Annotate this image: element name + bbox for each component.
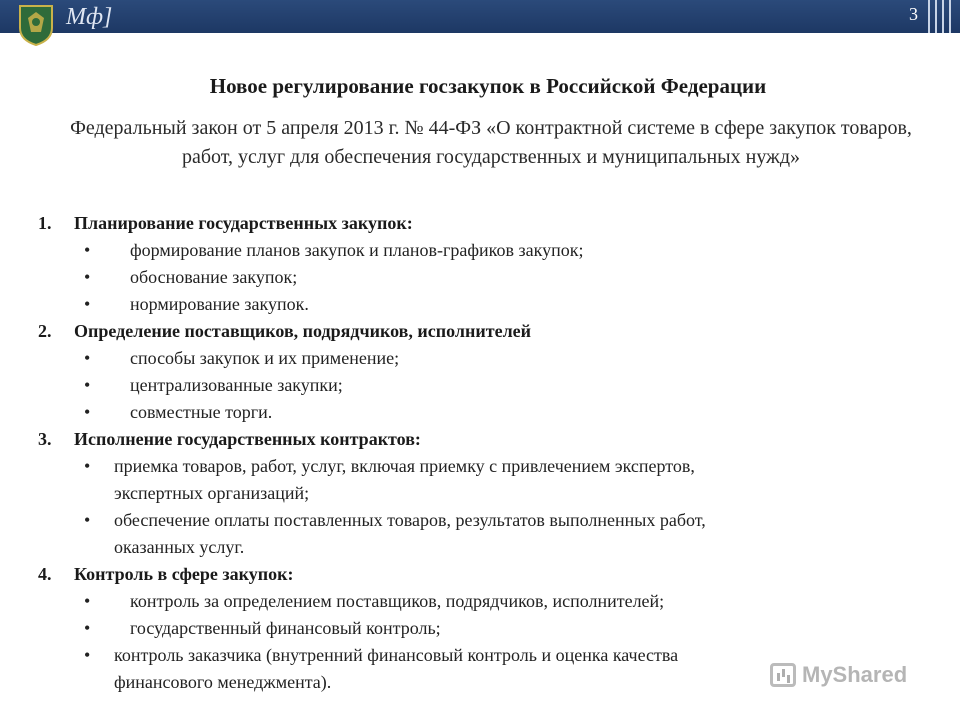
section-number: 4.: [38, 564, 52, 584]
bullet-item: [38, 291, 928, 318]
header-bar: [0, 0, 960, 33]
bullet-text: [130, 372, 928, 399]
section-list: [38, 210, 928, 696]
bullet-line: экспертных организаций;: [114, 483, 310, 503]
bullet-text: [130, 291, 928, 318]
bullet-line: способы закупок и их применение;: [130, 348, 400, 368]
bullet-item: [38, 237, 928, 264]
page-title: Новое регулирование госзакупок в Российской Федерации: [209, 74, 767, 98]
bullet-line: контроль за определением поставщиков, подрядчиков, исполнителей;: [130, 591, 665, 611]
bullet-icon: •: [84, 240, 91, 260]
page-subtitle: Федеральный закон от 5 апреля 2013 г. № 44-ФЗ «О контрактной системе в сфере закупок товаров, работ, услуг для обеспечения государственных и муниципальных нужд»: [70, 117, 912, 168]
bullet-line: нормирование закупок.: [130, 294, 309, 314]
bullet-line: совместные торги.: [130, 402, 273, 422]
bullet-item: [38, 453, 928, 507]
bullet-text: [130, 237, 928, 264]
section-heading: [38, 318, 928, 345]
brand-label: Мф]: [66, 4, 113, 30]
bullet-item: [38, 507, 928, 561]
bullet-text: [130, 588, 928, 615]
decorative-stripes: [924, 0, 954, 33]
bullet-text: [130, 615, 928, 642]
chart-icon: [770, 663, 796, 687]
section-heading: [38, 210, 928, 237]
watermark-label: MyShared: [802, 662, 908, 687]
bullet-item: [38, 588, 928, 615]
bullet-line: контроль заказчика (внутренний финансовый контроль и оценка качества: [114, 645, 679, 665]
section-number: 3.: [38, 429, 52, 449]
bullet-icon: •: [84, 294, 91, 314]
section-number: 2.: [38, 321, 52, 341]
emblem-icon: [16, 2, 56, 46]
bullet-icon: •: [84, 591, 91, 611]
bullet-text: [114, 453, 928, 507]
bullet-icon: •: [84, 456, 91, 476]
bullet-text: [130, 345, 928, 372]
bullet-item: [38, 372, 928, 399]
bullet-line: обоснование закупок;: [130, 267, 298, 287]
bullet-item: [38, 615, 928, 642]
section-heading: [38, 561, 928, 588]
bullet-line: формирование планов закупок и планов-графиков закупок;: [130, 240, 584, 260]
bullet-icon: •: [84, 645, 91, 665]
page-number: 3: [909, 4, 918, 24]
section-heading: [38, 426, 928, 453]
bullet-icon: •: [84, 402, 91, 422]
section-heading-text: Исполнение государственных контрактов:: [74, 429, 421, 449]
bullet-line: централизованные закупки;: [130, 375, 343, 395]
bullet-icon: •: [84, 375, 91, 395]
bullet-line: обеспечение оплаты поставленных товаров, результатов выполненных работ,: [114, 510, 706, 530]
bullet-line: государственный финансовый контроль;: [130, 618, 441, 638]
bullet-item: [38, 264, 928, 291]
bullet-line: приемка товаров, работ, услуг, включая приемку с привлечением экспертов,: [114, 456, 695, 476]
bullet-icon: •: [84, 348, 91, 368]
bullet-text: [130, 399, 928, 426]
watermark: [770, 660, 907, 690]
bullet-icon: •: [84, 618, 91, 638]
section-number: 1.: [38, 213, 52, 233]
bullet-text: [114, 507, 928, 561]
bullet-text: [130, 264, 928, 291]
section-heading-text: Планирование государственных закупок:: [74, 213, 413, 233]
bullet-line: оказанных услуг.: [114, 537, 245, 557]
bullet-item: [38, 345, 928, 372]
bullet-line: финансового менеджмента).: [114, 672, 332, 692]
section-heading-text: Контроль в сфере закупок:: [74, 564, 294, 584]
section-heading-text: Определение поставщиков, подрядчиков, исполнителей: [74, 321, 532, 341]
bullet-item: [38, 399, 928, 426]
bullet-icon: •: [84, 267, 91, 287]
bullet-icon: •: [84, 510, 91, 530]
